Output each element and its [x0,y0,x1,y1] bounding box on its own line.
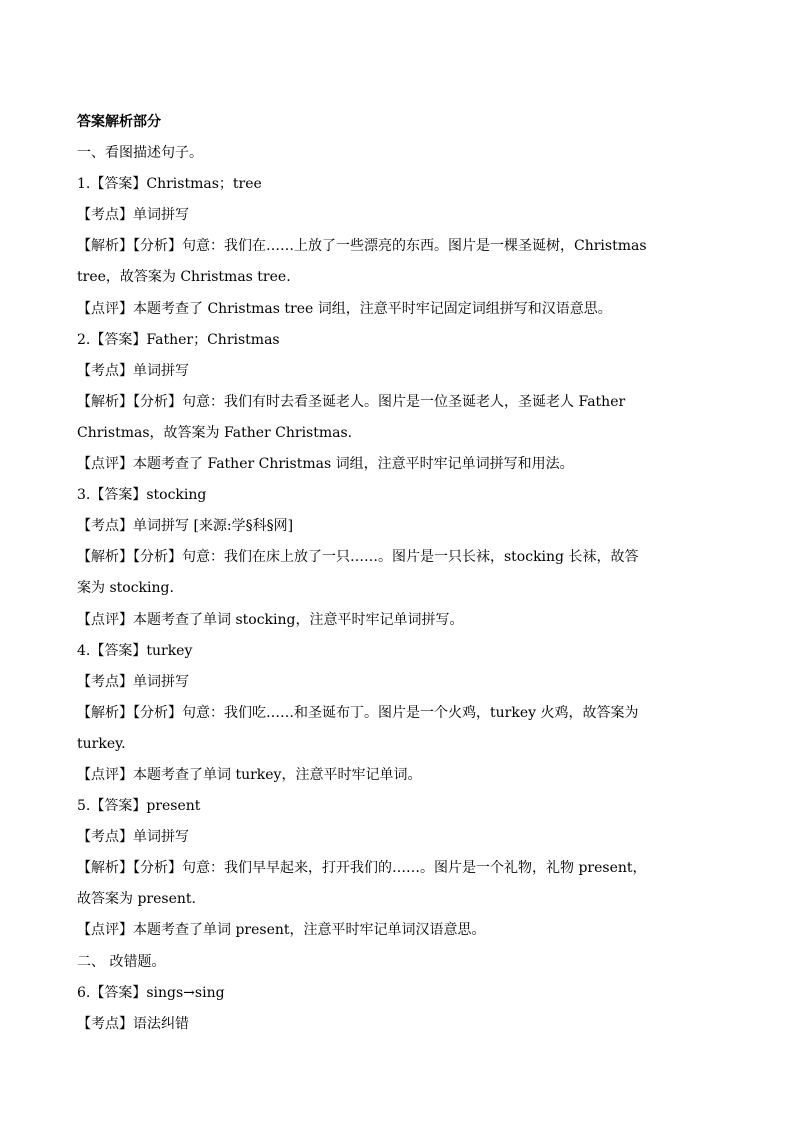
section-heading-1: 一、看图描述句子。 [77,145,203,162]
q5-analysis-line1: 【解析】【分析】句意：我们早早起来，打开我们的……。图片是一个礼物，礼物 present， [77,860,647,877]
section-heading-2: 二、 改错题。 [77,953,166,970]
q3-point: 【考点】单词拼写 [来源:学§科§网] [77,518,294,535]
q5-point: 【考点】单词拼写 [77,829,189,846]
q5-analysis-line2: 故答案为 present. [77,891,196,908]
q2-analysis-line2: Christmas，故答案为 Father Christmas. [77,424,353,441]
q1-analysis-line1: 【解析】【分析】句意：我们在……上放了一些漂亮的东西。图片是一棵圣诞树，Christmas [77,238,647,255]
q1-comment: 【点评】本题考查了 Christmas tree 词组，注意平时牢记固定词组拼写和汉语意思。 [77,300,612,317]
q2-analysis-line1: 【解析】【分析】句意：我们有时去看圣诞老人。图片是一位圣诞老人，圣诞老人 Father [77,393,626,410]
q4-analysis-line2: turkey. [77,735,126,752]
q4-analysis-line1: 【解析】【分析】句意：我们吃……和圣诞布丁。图片是一个火鸡，turkey 火鸡，故答案为 [77,704,639,721]
answer-heading: 答案解析部分 [77,114,161,130]
q3-comment: 【点评】本题考查了单词 stocking，注意平时牢记单词拼写。 [77,611,464,628]
q1-answer: 1.【答案】Christmas；tree [77,176,262,193]
q3-answer: 3.【答案】stocking [77,487,207,504]
q3-analysis-line2: 案为 stocking. [77,580,174,597]
q5-comment: 【点评】本题考查了单词 present，注意平时牢记单词汉语意思。 [77,922,486,939]
q1-analysis-line2: tree，故答案为 Christmas tree. [77,269,291,286]
q3-analysis-line1: 【解析】【分析】句意：我们在床上放了一只……。图片是一只长袜，stocking 长袜，故答 [77,549,639,566]
q2-comment: 【点评】本题考查了 Father Christmas 词组，注意平时牢记单词拼写和用法。 [77,456,574,473]
q2-point: 【考点】单词拼写 [77,362,189,379]
q6-point: 【考点】语法纠错 [77,1015,189,1032]
q1-point: 【考点】单词拼写 [77,207,189,224]
q5-answer: 5.【答案】present [77,798,201,815]
q2-answer: 2.【答案】Father；Christmas [77,331,280,348]
q4-comment: 【点评】本题考查了单词 turkey，注意平时牢记单词。 [77,766,422,783]
answer-content [77,111,717,1044]
q4-answer: 4.【答案】turkey [77,642,193,659]
q4-point: 【考点】单词拼写 [77,673,189,690]
q6-answer: 6.【答案】sings→sing [77,984,225,1001]
